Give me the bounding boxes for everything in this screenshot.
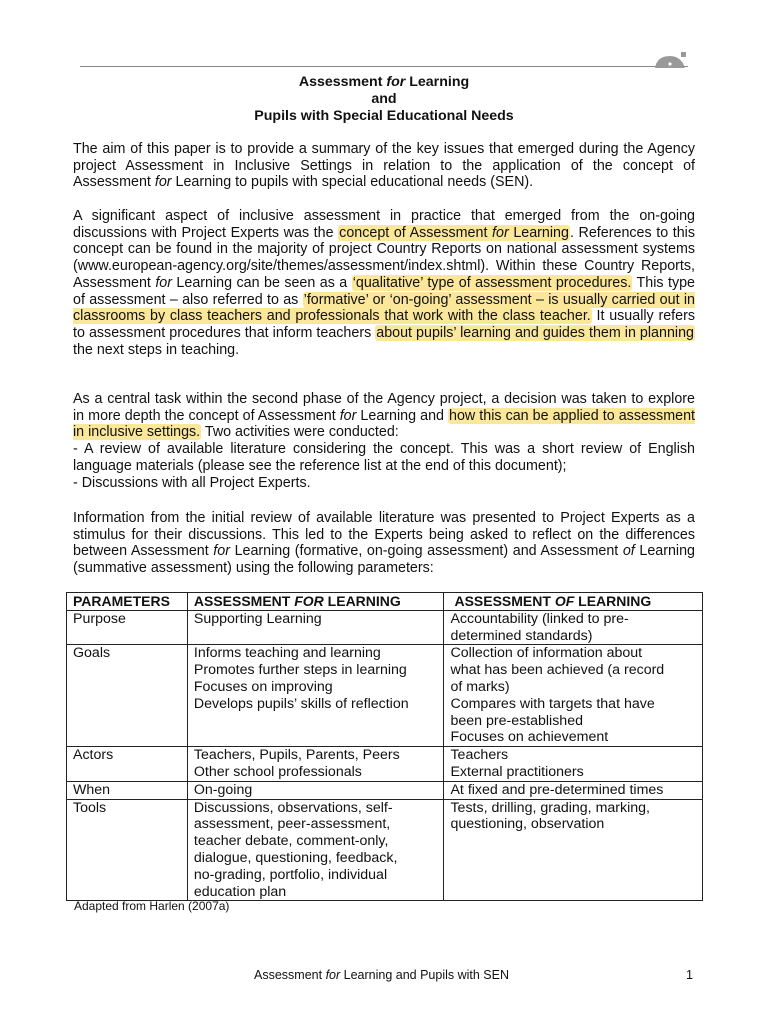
of-learning-cell xyxy=(444,610,703,645)
cell-line: education plan xyxy=(193,883,287,900)
highlight-concept: concept of Assessment for Learning xyxy=(339,224,569,241)
cell-line: Promotes further steps in learning xyxy=(193,662,407,679)
cell-line: been pre-established xyxy=(450,712,583,729)
cell-line: At fixed and pre-determined times xyxy=(450,781,664,798)
agency-logo-icon xyxy=(654,52,688,68)
cell-line: dialogue, questioning, feedback, xyxy=(193,849,398,866)
parameter-cell: Goals xyxy=(67,645,188,747)
cell-line: questioning, observation xyxy=(450,816,605,833)
activity-discussions: - Discussions with all Project Experts. xyxy=(73,474,311,491)
cell-line: Teachers xyxy=(450,747,509,764)
cell-line: no-grading, portfolio, individual xyxy=(193,866,388,883)
for-learning-cell xyxy=(187,610,444,645)
parameter-cell: When xyxy=(67,781,188,799)
table-body xyxy=(67,610,703,901)
for-learning-cell xyxy=(187,781,444,799)
cell-line: Collection of information about xyxy=(450,645,643,662)
parameter-cell: Actors xyxy=(67,747,188,782)
paragraph-intro: The aim of this paper is to provide a summary of the key issues that emerged during the Agency project Assessment in Inclusive Settings in relation to the application of the concept of Assessment for Learning to pupils with special educational needs (SEN). xyxy=(73,141,695,191)
cell-line: determined standards) xyxy=(450,627,593,644)
highlight-pupils-learning: about pupils’ learning and guides them in planning xyxy=(376,324,694,341)
cell-line: Focuses on improving xyxy=(193,678,333,695)
document-title-line3: Pupils with Special Educational Needs xyxy=(254,108,514,124)
table-row xyxy=(67,799,703,901)
cell-line: of marks) xyxy=(450,678,510,695)
cell-line: Tests, drilling, grading, marking, xyxy=(450,799,650,816)
paragraph-parameters-intro: Information from the initial review of available literature was presented to Project Experts as a stimulus for their discussions. This led to the Experts being asked to reflect on the differences between Assessment for Learning (formative, on-going assessment) and Assessment of Learning (summative assessment) using the following parameters: xyxy=(73,510,696,577)
header-assessment-of-learning: ASSESSMENT OF LEARNING xyxy=(444,593,703,611)
highlight-formative: ’formative’ or ‘on-going’ assessment – is usually carried out in classrooms by class teachers and professionals that work with the class teacher. xyxy=(73,291,695,325)
cell-line: External practitioners xyxy=(450,763,584,780)
cell-line: Other school professionals xyxy=(193,763,362,780)
of-learning-cell xyxy=(444,747,703,782)
cell-line: On-going xyxy=(193,781,253,798)
comparison-table xyxy=(66,592,703,901)
of-learning-cell xyxy=(444,799,703,901)
for-learning-cell xyxy=(187,799,444,901)
table-row xyxy=(67,645,703,747)
parameter-cell: Tools xyxy=(67,799,188,901)
table-row xyxy=(67,747,703,782)
cell-line: Supporting Learning xyxy=(193,610,322,627)
highlight-qualitative: ‘qualitative’ type of assessment procedures. xyxy=(352,274,632,291)
cell-line: teacher debate, comment-only, xyxy=(193,833,389,850)
cell-line: assessment, peer-assessment, xyxy=(193,816,391,833)
header-assessment-for-learning: ASSESSMENT FOR LEARNING xyxy=(187,593,444,611)
document-title-line1: Assessment for Learning xyxy=(298,74,470,90)
cell-line: Informs teaching and learning xyxy=(193,645,381,662)
cell-line: Accountability (linked to pre- xyxy=(450,610,629,627)
cell-line: Teachers, Pupils, Parents, Peers xyxy=(193,747,400,764)
header-parameters: PARAMETERS xyxy=(67,593,188,611)
cell-line: what has been achieved (a record xyxy=(450,662,665,679)
footer-title: Assessment for Learning and Pupils with SEN xyxy=(254,968,510,982)
paragraph-inclusive-assessment: A significant aspect of inclusive assessment in practice that emerged from the on-going discussions with Project Experts was the concept of Assessment for Learning. References to this concept can be found in the majority of project Country Reports on national assessment systems (www.european-agency.org/site/themes/assessment/index.shtml). Within these Country Reports, Assessment for Learning can be seen as a ‘qualitative’ type of assessment procedures. This type of assessment – also referred to as ’formative’ or ‘on-going’ assessment – is usually carried out in classrooms by class teachers and professionals that work with the class teacher. It usually refers to assessment procedures that inform teachers about pupils’ learning and guides them in planning the next steps in teaching. xyxy=(73,208,696,358)
parameter-cell: Purpose xyxy=(67,610,188,645)
page-number: 1 xyxy=(686,968,693,982)
for-learning-cell xyxy=(187,645,444,747)
header-rule xyxy=(80,66,688,67)
cell-line: Develops pupils’ skills of reflection xyxy=(193,695,409,712)
table-caption: Adapted from Harlen (2007a) xyxy=(74,899,230,913)
for-learning-cell xyxy=(187,747,444,782)
document-title-line2: and xyxy=(371,91,397,107)
of-learning-cell xyxy=(444,645,703,747)
cell-line: Compares with targets that have xyxy=(450,695,655,712)
table-row xyxy=(67,610,703,645)
table-header-row xyxy=(67,593,703,611)
cell-line: Focuses on achievement xyxy=(450,729,609,746)
cell-line: Discussions, observations, self- xyxy=(193,799,393,816)
of-learning-cell xyxy=(444,781,703,799)
highlight-inclusive-settings: how this can be applied to assessment in inclusive settings. xyxy=(73,407,695,441)
activity-literature-review: - A review of available literature considering the concept. This was a short review of English language materials (please see the reference list at the end of this document); xyxy=(73,441,695,474)
table-row xyxy=(67,781,703,799)
paragraph-central-task: As a central task within the second phase of the Agency project, a decision was taken to explore in more depth the concept of Assessment for Learning and how this can be applied to assessment in inclusive settings. Two activities were conducted: - A review of available literature considering the concept. This was a short review of English language materials (please see the reference list at the end of this document); - Discussions with all Project Experts. xyxy=(73,391,695,491)
